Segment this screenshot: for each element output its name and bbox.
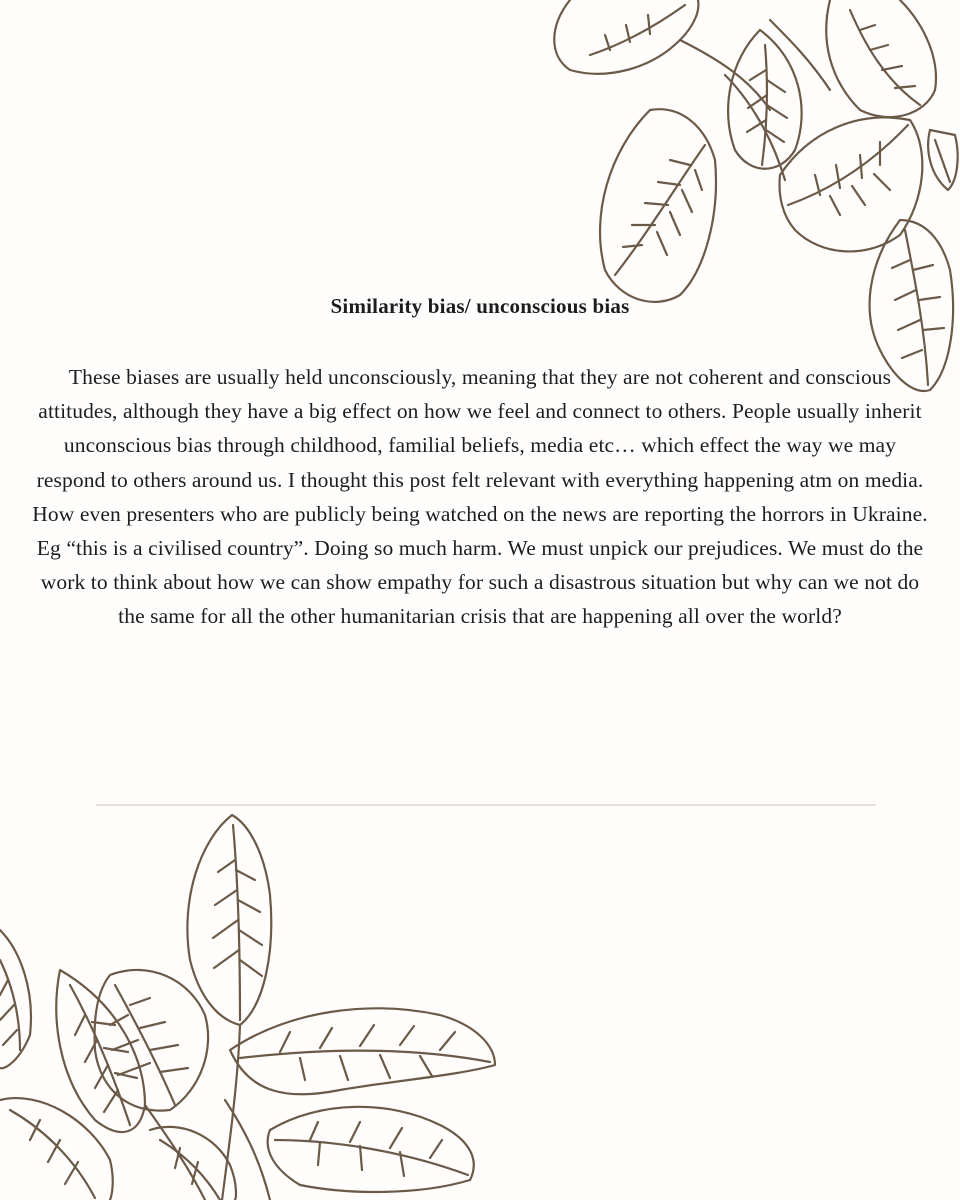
post-title: Similarity bias/ unconscious bias: [330, 294, 630, 318]
leaf-illustration-bottom-left: [0, 800, 560, 1200]
leaf-illustration-top-right: [530, 0, 960, 400]
post-body: These biases are usually held unconsciously, meaning that they are not coherent and conscious attitudes, although they have a big effect on how we feel and connect to others. People usually inherit unconscious bias through childhood, familial beliefs, media etc… which effect the way we may respond to others around us. I thought this post felt relevant with everything happening atm on media. How even presenters who are publicly being watched on the news are reporting the horrors in Ukraine. Eg “this is a civilised country”. Doing so much harm. We must unpick our prejudices. We must do the work to think about how we can show empathy for such a disastrous situation but why can we not do the same for all the other humanitarian crisis that are happening all over the world?: [32, 365, 928, 629]
